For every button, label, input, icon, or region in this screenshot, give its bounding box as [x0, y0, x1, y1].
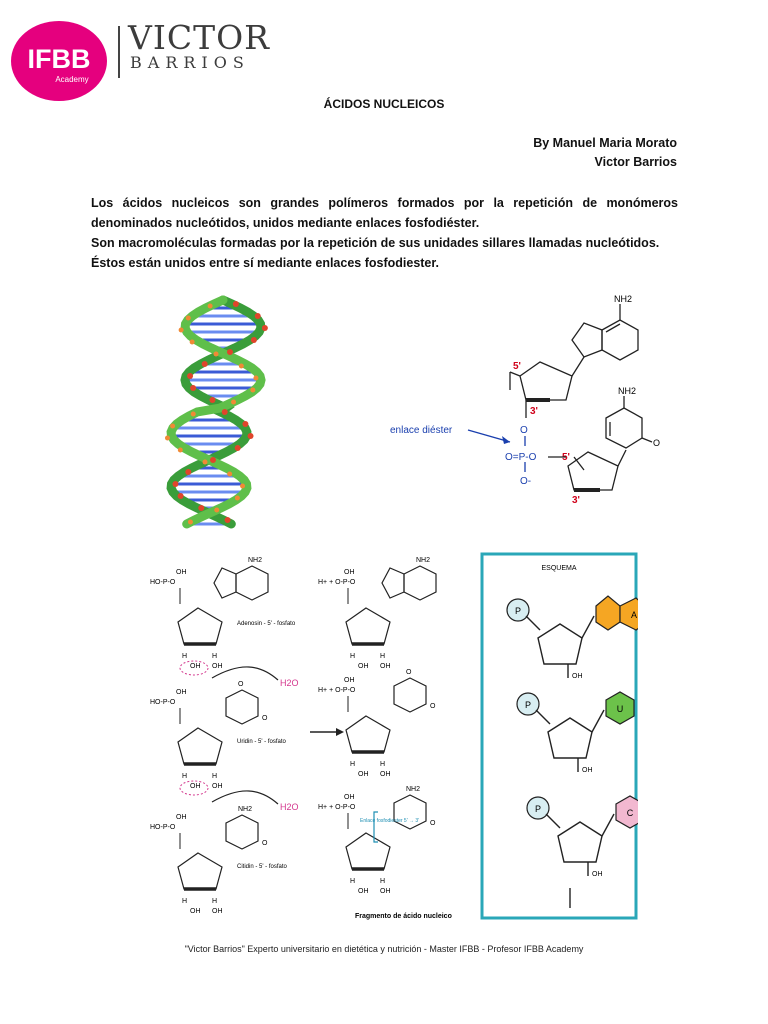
hydrogen-label: H [182, 898, 188, 905]
hydrogen-label: H [350, 878, 356, 885]
helix-atom [179, 328, 184, 333]
nh2-label: NH2 [618, 386, 637, 396]
helix-atom [188, 520, 193, 525]
hydroxyl-label: OH [358, 663, 369, 670]
five-prime-label: 5' [562, 452, 570, 463]
hydrogen-label: H [182, 653, 188, 660]
phosphate-label: P [534, 804, 542, 814]
helix-atom [248, 433, 254, 439]
oxygen-label: O [406, 669, 412, 676]
hydroxyl-label: OH [176, 689, 187, 696]
water-label: H2O [280, 678, 299, 688]
pyrimidine-ring [394, 678, 426, 712]
oxygen-label: O [430, 703, 436, 710]
helix-atom [209, 397, 215, 403]
helix-atom [208, 304, 213, 309]
bond-note: Enlace fosfodiester 5' → 3' [360, 818, 420, 824]
uridine-label: Uridin - 5' - fosfato [237, 739, 286, 745]
bond-bracket [374, 812, 378, 842]
phosphate-label: H+ + O-P-O [318, 579, 356, 586]
helix-atom [178, 448, 183, 453]
sugar-ring [178, 853, 222, 889]
hydroxyl-label: OH [344, 677, 355, 684]
phosphate-label: HO-P-O [150, 579, 176, 586]
pyrimidine-ring [226, 815, 258, 849]
base-label: U [616, 704, 624, 714]
helix-atom [227, 349, 233, 355]
hydrogen-label: H [182, 773, 188, 780]
helix-atom [250, 388, 255, 393]
helix-atom [235, 445, 241, 451]
oxygen-label: O [238, 681, 244, 688]
helix-atom [191, 412, 196, 417]
helix-atom [190, 385, 196, 391]
adenine-ring [382, 568, 404, 598]
footer-text: "Victor Barrios" Experto universitario en dietética y nutrición - Master IFBB - Profesor IFBB Academy [184, 944, 584, 954]
helix-atom [251, 337, 257, 343]
hydrogen-label: H [350, 761, 356, 768]
hydroxyl-label: OH [380, 771, 391, 778]
phosphate-label: HO-P-O [150, 699, 176, 706]
adenosine-label: Adenosin - 5' - fosfato [237, 621, 296, 627]
nh2-label: NH2 [238, 806, 253, 813]
base-label: A [630, 610, 638, 620]
oxygen-label: O [430, 820, 436, 827]
esquema-schematic [480, 552, 638, 920]
hydroxyl-label: OH [212, 783, 223, 790]
hydrogen-label: H [212, 653, 218, 660]
helix-atom [253, 376, 258, 381]
hydroxyl-label: OH [212, 663, 223, 670]
nh2-label: NH2 [614, 294, 633, 304]
phosphate-label: P [514, 606, 522, 616]
hydroxyl-label: OH [572, 673, 583, 680]
logo-separator [118, 26, 120, 78]
sugar-ring [346, 833, 390, 869]
helix-atom [214, 508, 219, 513]
adenine-ring [404, 566, 436, 600]
hydrogen-label: H [350, 653, 356, 660]
phosphate-label: H+ + O-P-O [318, 804, 356, 811]
oxygen-label: O [653, 438, 661, 448]
helix-atom [255, 313, 261, 319]
hydrogen-label: H [380, 878, 386, 885]
helix-atom [222, 409, 228, 415]
helix-atom [170, 424, 175, 429]
nh2-label: NH2 [248, 557, 263, 564]
helix-atom [190, 340, 195, 345]
helix-atom [240, 484, 245, 489]
oxygen-label: O [262, 715, 268, 722]
hydroxyl-label: OH [592, 871, 603, 878]
hydroxyl-label: OH [176, 569, 187, 576]
sugar-ring [346, 608, 390, 644]
fragment-caption: Fragmento de ácido nucleico [355, 913, 452, 920]
nh2-label: NH2 [416, 557, 431, 564]
helix-atom [202, 361, 208, 367]
adenine-ring [236, 566, 268, 600]
brand-victor: VICTOR [128, 18, 271, 57]
dna-double-helix-image [150, 292, 280, 532]
helix-atom [214, 352, 219, 357]
helix-atom [186, 316, 191, 321]
helix-atom [242, 421, 248, 427]
sugar-ring [178, 608, 222, 644]
author-name: By Manuel Maria Morato [533, 136, 677, 150]
author-name: Victor Barrios [594, 155, 677, 169]
three-prime-label: 3' [530, 406, 538, 417]
o-minus-label: O- [520, 476, 532, 487]
nh2-label: NH2 [406, 786, 421, 793]
helix-atom [172, 481, 178, 487]
brand-barrios: BARRIOS [130, 53, 250, 72]
hydroxyl-label: OH [190, 663, 201, 670]
helix-atom [233, 301, 239, 307]
diester-bond-label: enlace diéster [390, 425, 453, 436]
page-title: ÁCIDOS NUCLEICOS [323, 97, 445, 111]
hydroxyl-label: OH [212, 908, 223, 915]
hydrogen-label: H [380, 761, 386, 768]
helix-atom [203, 460, 208, 465]
phosphate-label: P [524, 700, 532, 710]
helix-atom [198, 505, 204, 511]
phosphodiester-bond-diagram [370, 290, 676, 510]
phosphate-label: HO-P-O [150, 824, 176, 831]
helix-strand [171, 300, 261, 524]
sugar-ring [178, 728, 222, 764]
five-prime-label: 5' [513, 361, 521, 372]
paragraph: Son macromoléculas formadas por la repetición de sus unidades sillares llamadas nucleótidos. [91, 236, 660, 250]
esquema-title: ESQUEMA [541, 565, 577, 572]
helix-atom [165, 436, 170, 441]
logo-ifbb-text: IFBB [27, 44, 91, 74]
hydroxyl-label: OH [380, 888, 391, 895]
nucleotide-monomers [150, 557, 268, 915]
helix-atom [187, 373, 193, 379]
adenine-ring [214, 568, 236, 598]
hydroxyl-label: OH [380, 663, 391, 670]
helix-atom [235, 496, 240, 501]
phosphate-group-label: O=P-O [505, 452, 537, 463]
logo-academy-text: Academy [55, 75, 89, 84]
sugar-ring [346, 716, 390, 752]
three-prime-label: 3' [572, 495, 580, 506]
paragraph: Los ácidos nucleicos son grandes polímeros formados por la repetición de monómeros denominados nucleótidos, unidos mediante enlaces fosfodiéster. [91, 196, 678, 230]
pyrimidine-ring [226, 690, 258, 724]
cytidine-label: Citidin - 5' - fosfato [237, 864, 287, 870]
hydrogen-label: H [380, 653, 386, 660]
hydrogen-label: H [212, 773, 218, 780]
ifbb-academy-logo [10, 20, 108, 102]
hydroxyl-label: OH [582, 767, 593, 774]
helix-atom [210, 457, 216, 463]
hydroxyl-label: OH [344, 569, 355, 576]
paragraph: Éstos están unidos entre sí mediante enlaces fosfodiester. [91, 256, 440, 270]
phosphate-label: H+ + O-P-O [318, 687, 356, 694]
helix-atom [239, 364, 244, 369]
oxygen-label: O [520, 425, 528, 436]
water-label: H2O [280, 802, 299, 812]
helix-atom [227, 472, 232, 477]
helix-atom [262, 325, 268, 331]
base-label: C [626, 808, 634, 818]
helix-atom [231, 400, 236, 405]
helix-atom [185, 469, 191, 475]
body-text [91, 193, 678, 273]
hydroxyl-label: OH [190, 783, 201, 790]
hydroxyl-label: OH [190, 908, 201, 915]
nucleic-acid-chain [318, 557, 436, 895]
hydrogen-label: H [212, 898, 218, 905]
hydroxyl-label: OH [344, 794, 355, 801]
hydroxyl-label: OH [358, 771, 369, 778]
nucleic-acid-fragment-diagram [150, 550, 475, 930]
oxygen-label: O [262, 840, 268, 847]
hydroxyl-label: OH [358, 888, 369, 895]
helix-atom [225, 517, 231, 523]
helix-atom [178, 493, 184, 499]
hydroxyl-label: OH [176, 814, 187, 821]
